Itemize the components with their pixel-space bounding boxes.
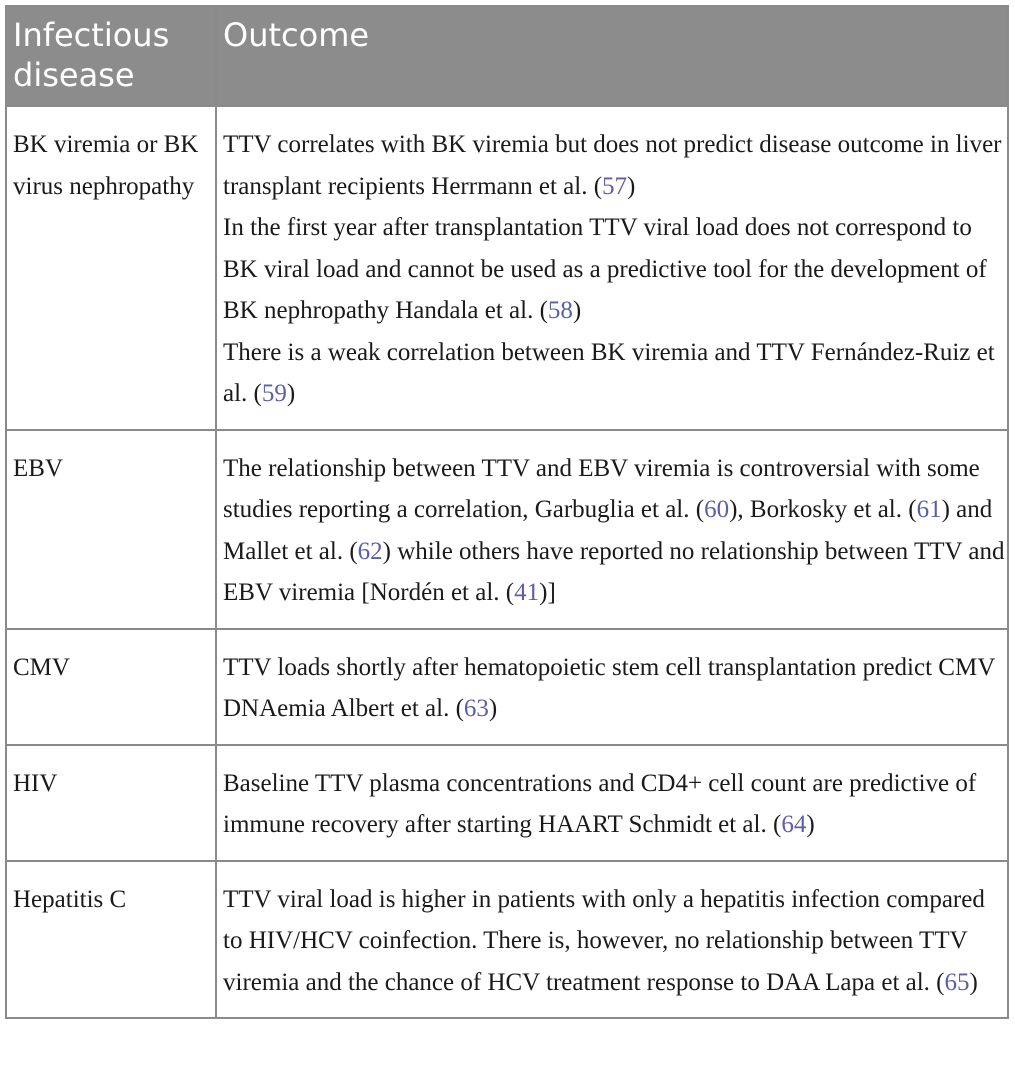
reference-link[interactable]: 60 <box>704 496 730 523</box>
outcome-cell <box>216 629 1008 745</box>
table-row <box>6 861 1008 1019</box>
outcome-statement <box>223 207 1005 332</box>
reference-link[interactable]: 63 <box>463 695 489 722</box>
outcome-statement <box>223 879 1005 1004</box>
outcome-text: There is a weak correlation between BK viremia and TTV Fernández-Ruiz et al. ( <box>223 338 995 407</box>
reference-link[interactable]: 41 <box>514 579 540 606</box>
reference-link[interactable]: 65 <box>944 968 970 996</box>
outcome-statement <box>223 647 1005 730</box>
table-row <box>6 106 1008 430</box>
disease-cell: Hepatitis C <box>6 861 216 1019</box>
outcome-text: )] <box>539 579 556 606</box>
disease-cell: BK viremia or BK virus nephropathy <box>6 106 216 430</box>
reference-link[interactable]: 62 <box>357 537 383 565</box>
disease-cell: EBV <box>6 430 216 629</box>
header-row <box>6 6 1008 106</box>
outcome-text: ) <box>488 695 498 722</box>
table-row <box>6 629 1008 745</box>
header-infectious-disease: Infectious disease <box>6 6 216 106</box>
outcome-text: ) <box>969 968 978 996</box>
outcome-statement <box>223 448 1005 614</box>
reference-link[interactable]: 58 <box>547 297 573 324</box>
outcome-text: The relationship between TTV and EBV viremia is controversial with some studies reporting a correlation, Garbuglia et al. ( <box>223 454 980 523</box>
outcome-statement <box>223 332 1005 415</box>
outcome-text: ) <box>286 380 296 407</box>
reference-link[interactable]: 57 <box>602 172 628 200</box>
outcome-text: ) <box>806 811 815 838</box>
outcome-cell <box>216 106 1008 430</box>
table-header <box>6 6 1008 106</box>
disease-cell: HIV <box>6 745 216 861</box>
outcome-text: ) while others have reported no relationship between TTV and EBV viremia [Nordén et al. ( <box>223 537 1005 606</box>
outcome-statement <box>223 763 1005 846</box>
reference-link[interactable]: 61 <box>916 496 942 523</box>
outcome-text: ) <box>572 297 582 324</box>
outcome-text: ), Borkosky et al. ( <box>729 496 917 523</box>
outcome-text: TTV loads shortly after hematopoietic stem cell transplantation predict CMV DNAemia Albert et al. ( <box>223 653 995 722</box>
outcome-cell <box>216 745 1008 861</box>
outcome-table <box>5 5 1009 1019</box>
reference-link[interactable]: 64 <box>781 811 807 838</box>
outcome-cell <box>216 861 1008 1019</box>
outcome-text: In the first year after transplantation TTV viral load does not correspond to BK viral load and cannot be used as a predictive tool for the development of BK nephropathy Handala et al. ( <box>223 214 987 324</box>
outcome-text: TTV viral load is higher in patients with only a hepatitis infection compared to HIV/HCV coinfection. There is, however, no relationship between TTV viremia and the chance of HCV treatment response to DAA Lapa et al. ( <box>223 885 985 996</box>
header-outcome: Outcome <box>216 6 1008 106</box>
outcome-cell <box>216 430 1008 629</box>
table-row <box>6 745 1008 861</box>
outcome-text: TTV correlates with BK viremia but does not predict disease outcome in liver transplant recipients Herrmann et al. ( <box>223 131 1002 200</box>
outcome-statement <box>223 124 1005 207</box>
disease-cell: CMV <box>6 629 216 745</box>
outcome-text: ) and Mallet et al. ( <box>223 496 993 565</box>
reference-link[interactable]: 59 <box>261 380 287 407</box>
outcome-text: Baseline TTV plasma concentrations and CD4+ cell count are predictive of immune recovery after starting HAART Schmidt et al. ( <box>223 769 977 838</box>
outcome-text: ) <box>627 172 636 200</box>
table-row <box>6 430 1008 629</box>
